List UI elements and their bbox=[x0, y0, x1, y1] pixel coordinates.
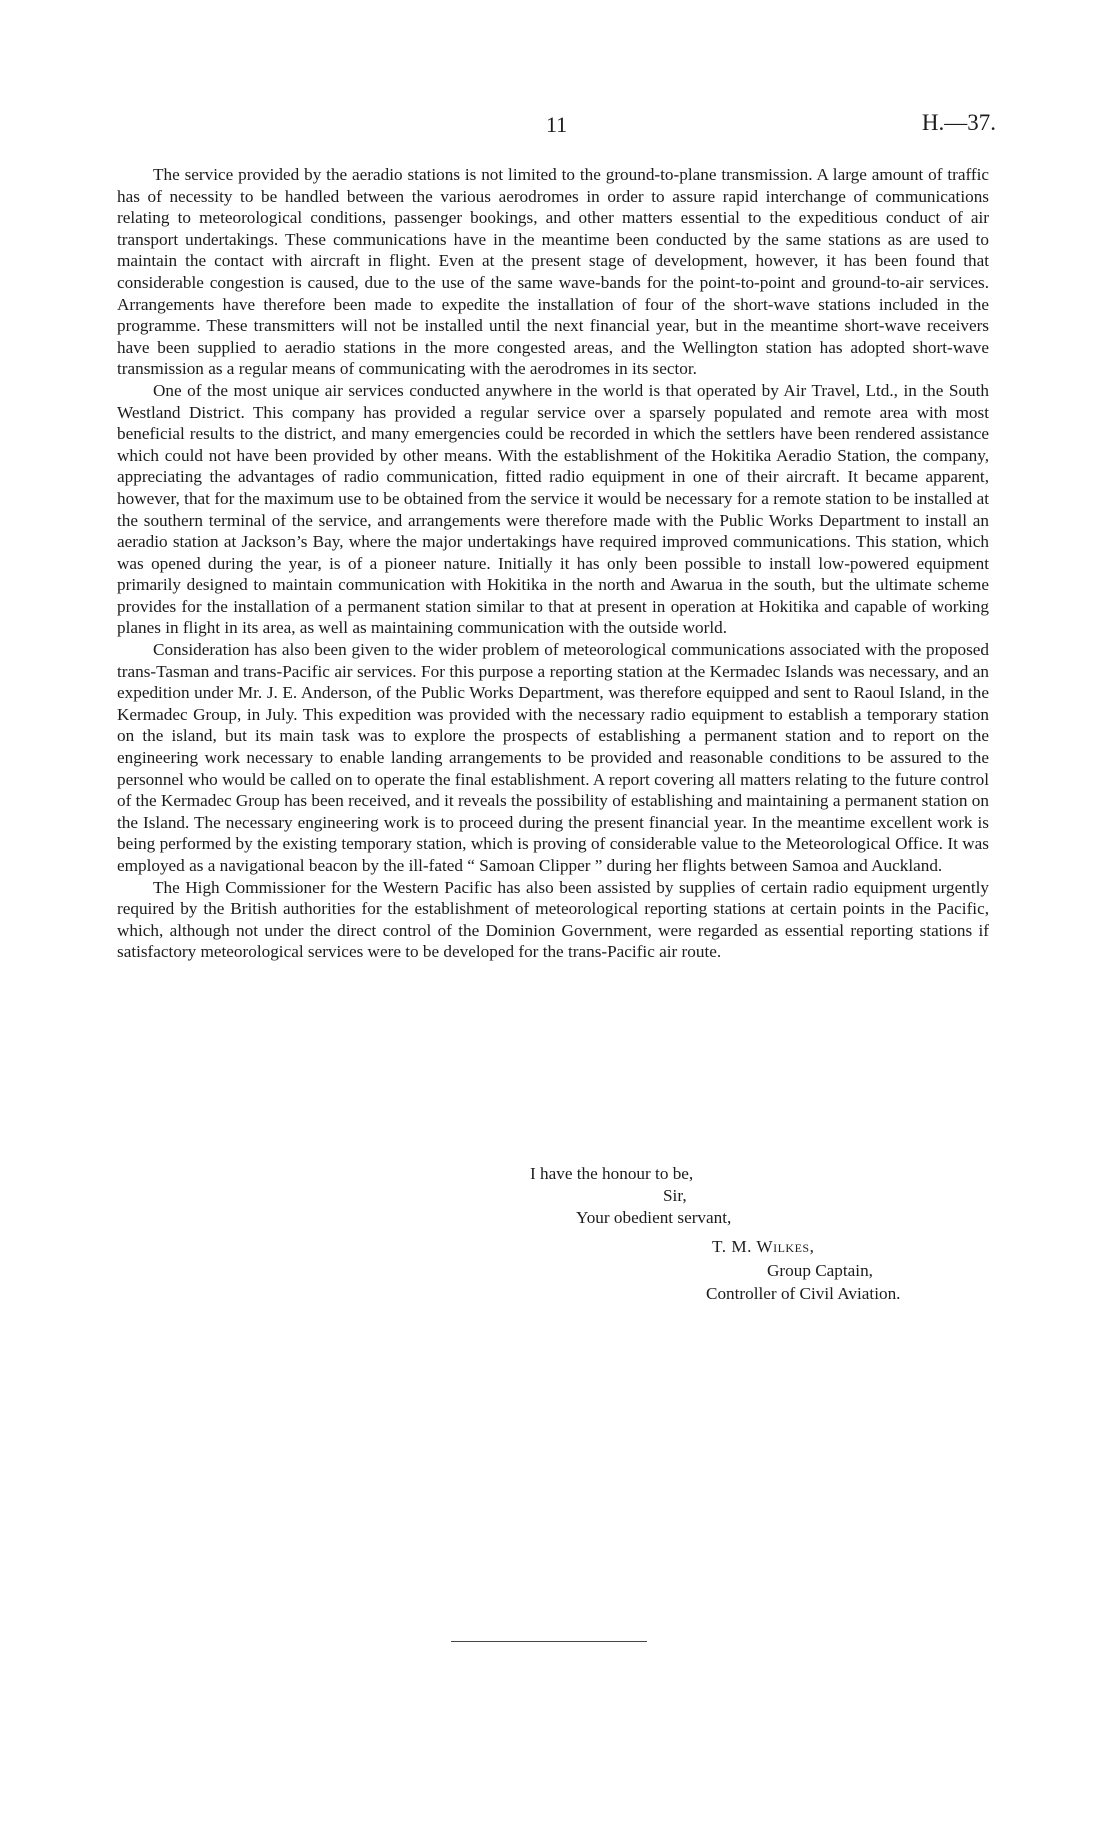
signatory-title: Controller of Civil Aviation. bbox=[706, 1284, 901, 1303]
paragraph-western-pacific: The High Commissioner for the Western Pacific has also been assisted by supplies of certain radio equipment urgently required by the British authorities for the establishment of meteorological reporting stations at certain points in the Pacific, which, although not under the direct control of the Dominion Government, were regarded as essential reporting stations if satisfactory meteorological services were to be developed for the trans-Pacific air route. bbox=[117, 877, 989, 962]
paragraph-kermadec-expedition: Consideration has also been given to the wider problem of meteorological communications associated with the proposed trans-Tasman and trans-Pacific air services. For this purpose a reporting station at the Kermadec Islands was necessary, and an expedition under Mr. J. E. Anderson, of the Public Works Department, was therefore equipped and sent to Raoul Island, in the Kermadec Group, in July. This expedition was provided with the necessary radio equipment to establish a temporary station on the island, but its main task was to explore the prospects of establishing a permanent station and to report on the engineering work necessary to enable landing arrangements to be provided and reasonable conditions to be assured to the personnel who would be called on to operate the final establishment. A report covering all matters relating to the future control of the Kermadec Group has been received, and it reveals the possibility of establishing and maintaining a permanent station on the Island. The necessary engineering work is to proceed during the present financial year. In the meantime excellent work is being performed by the existing temporary station, which is proving of considerable value to the Meteorological Office. It was employed as a navigational beacon by the ill-fated “ Samoan Clipper ” during her flights between Samoa and Auckland. bbox=[117, 640, 989, 875]
closing-servant: Your obedient servant, bbox=[576, 1208, 732, 1227]
document-reference: H.—37. bbox=[921, 110, 996, 135]
end-rule-divider bbox=[451, 1641, 647, 1642]
report-body bbox=[117, 164, 989, 963]
closing-salutation: Sir, bbox=[663, 1186, 687, 1205]
paragraph-aeradio-traffic: The service provided by the aeradio stations is not limited to the ground-to-plane transmission. A large amount of traffic has of necessity to be handled between the various aerodromes in order to assure rapid interchange of communications relating to meteorological conditions, passenger bookings, and other matters essential to the expeditious conduct of air transport undertakings. These communications have in the meantime been conducted by the same stations as are used to maintain the contact with aircraft in flight. Even at the present stage of development, however, it has been found that considerable congestion is caused, due to the use of the same wave-bands for the point-to-point and ground-to-air services. Arrangements have therefore been made to expedite the installation of four of the short-wave stations included in the programme. These transmitters will not be installed until the next financial year, but in the meantime short-wave receivers have been supplied to aeradio stations in the more congested areas, and the Wellington station has adopted short-wave transmission as a regular means of communicating with the aerodromes in its sector. bbox=[117, 165, 989, 379]
closing-honour: I have the honour to be, bbox=[530, 1164, 694, 1183]
paragraph-south-westland-service: One of the most unique air services conducted anywhere in the world is that operated by Air Travel, Ltd., in the South Westland District. This company has provided a regular service over a sparsely populated and remote area with most beneficial results to the district, and many emergencies could be recorded in which the settlers have been rendered assistance which could not have been provided by other means. With the establishment of the Hokitika Aeradio Station, the company, appreciating the advantages of radio communication, fitted radio equipment in one of their aircraft. It became apparent, however, that for the maximum use to be obtained from the service it would be necessary for a remote station to be installed at the southern terminal of the service, and arrangements were therefore made with the Public Works Department to install an aeradio station at Jackson’s Bay, where the major undertakings have required improved communications. This station, which was opened during the year, is of a pioneer nature. Initially it has only been possible to install low-powered equipment primarily designed to maintain communication with Hokitika in the north and Awarua in the south, but the ultimate scheme provides for the installation of a permanent station similar to that at present in operation at Hokitika and capable of working planes in flight in its area, as well as maintaining communication with the outside world. bbox=[117, 380, 989, 638]
signatory-rank: Group Captain, bbox=[767, 1261, 873, 1280]
signatory-name: T. M. Wilkes, bbox=[712, 1237, 815, 1256]
page-number: 11 bbox=[546, 112, 568, 137]
